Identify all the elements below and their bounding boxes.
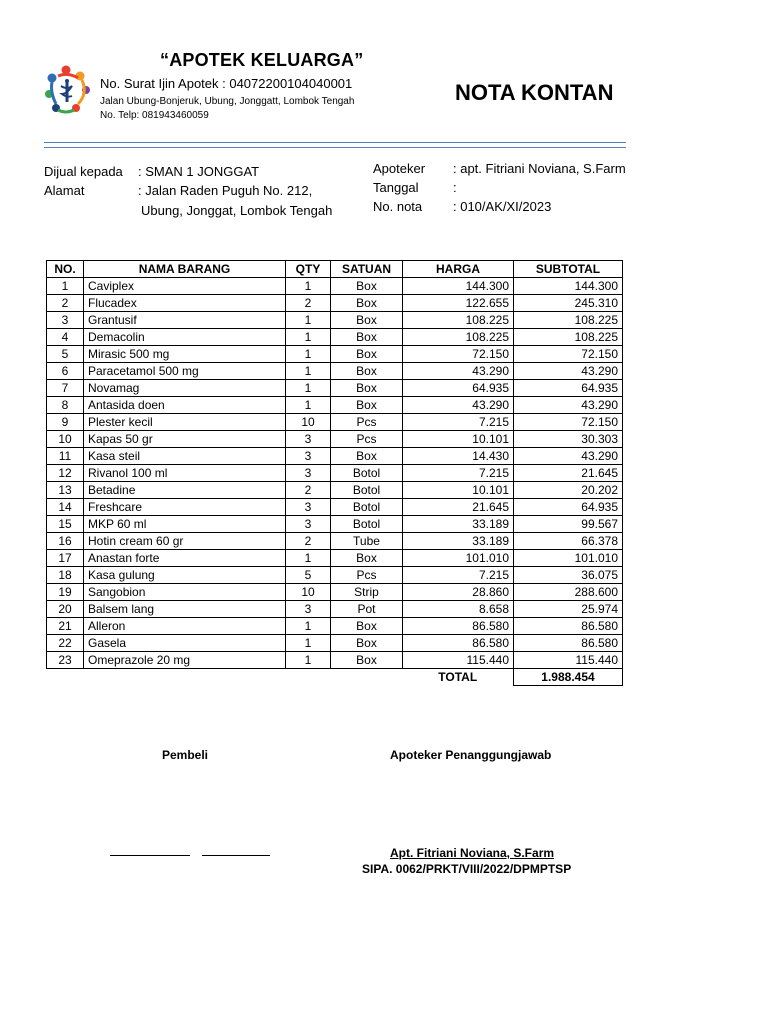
item-unit: Box (331, 550, 403, 567)
item-price: 33.189 (403, 533, 514, 550)
header-subtotal: SUBTOTAL (514, 261, 623, 278)
table-row (47, 431, 623, 448)
item-name: Betadine (84, 482, 286, 499)
item-price: 43.290 (403, 363, 514, 380)
item-name: Omeprazole 20 mg (84, 652, 286, 669)
item-unit: Pot (331, 601, 403, 618)
item-no: 10 (47, 431, 84, 448)
item-price: 28.860 (403, 584, 514, 601)
item-no: 22 (47, 635, 84, 652)
item-unit: Box (331, 363, 403, 380)
item-unit: Box (331, 295, 403, 312)
item-no: 1 (47, 278, 84, 295)
item-subtotal: 288.600 (514, 584, 623, 601)
item-unit: Box (331, 312, 403, 329)
document-title: NOTA KONTAN (455, 80, 614, 105)
item-subtotal: 72.150 (514, 414, 623, 431)
pharmacist-label: Apoteker (373, 161, 426, 176)
item-qty: 1 (286, 329, 331, 346)
item-price: 115.440 (403, 652, 514, 669)
item-price: 144.300 (403, 278, 514, 295)
item-subtotal: 43.290 (514, 397, 623, 414)
buyer-signature-label: Pembeli (162, 748, 209, 762)
item-qty: 1 (286, 312, 331, 329)
item-price: 14.430 (403, 448, 514, 465)
item-price: 7.215 (403, 465, 514, 482)
item-unit: Box (331, 635, 403, 652)
item-name: Flucadex (84, 295, 286, 312)
item-subtotal: 115.440 (514, 652, 623, 669)
pharmacist-sipa: SIPA. 0062/PRKT/VIII/2022/DPMPTSP (362, 862, 572, 876)
item-unit: Box (331, 346, 403, 363)
header-divider-top (44, 142, 626, 143)
date-label: Tanggal (373, 180, 419, 195)
item-name: Caviplex (84, 278, 286, 295)
item-no: 21 (47, 618, 84, 635)
table-row (47, 363, 623, 380)
item-qty: 1 (286, 363, 331, 380)
item-name: Paracetamol 500 mg (84, 363, 286, 380)
item-subtotal: 108.225 (514, 329, 623, 346)
item-name: Sangobion (84, 584, 286, 601)
item-unit: Box (331, 397, 403, 414)
item-unit: Pcs (331, 431, 403, 448)
item-subtotal: 43.290 (514, 448, 623, 465)
header-qty: QTY (286, 261, 331, 278)
table-row (47, 278, 623, 295)
item-unit: Box (331, 329, 403, 346)
table-row (47, 652, 623, 669)
total-label: TOTAL (438, 670, 478, 685)
total-row (47, 669, 623, 686)
item-unit: Box (331, 278, 403, 295)
item-qty: 1 (286, 652, 331, 669)
table-row (47, 380, 623, 397)
item-no: 4 (47, 329, 84, 346)
item-price: 86.580 (403, 635, 514, 652)
item-subtotal: 86.580 (514, 618, 623, 635)
item-no: 3 (47, 312, 84, 329)
table-row (47, 482, 623, 499)
item-name: Kasa gulung (84, 567, 286, 584)
item-qty: 3 (286, 601, 331, 618)
item-qty: 1 (286, 346, 331, 363)
item-name: Plester kecil (84, 414, 286, 431)
table-row (47, 533, 623, 550)
table-row (47, 295, 623, 312)
pharmacist-value: : apt. Fitriani Noviana, S.Farm (453, 161, 626, 176)
item-unit: Botol (331, 516, 403, 533)
store-address: Jalan Ubung-Bonjeruk, Ubung, Jonggatt, Lombok Tengah (100, 96, 355, 107)
item-qty: 3 (286, 448, 331, 465)
item-name: Kapas 50 gr (84, 431, 286, 448)
item-unit: Box (331, 448, 403, 465)
item-qty: 3 (286, 431, 331, 448)
item-no: 14 (47, 499, 84, 516)
item-no: 7 (47, 380, 84, 397)
item-name: Novamag (84, 380, 286, 397)
pharmacist-signature-title: Apoteker Penanggungjawab (390, 748, 552, 762)
item-subtotal: 30.303 (514, 431, 623, 448)
item-price: 7.215 (403, 567, 514, 584)
header-price: HARGA (403, 261, 514, 278)
header-divider-bottom (44, 147, 626, 148)
item-name: Rivanol 100 ml (84, 465, 286, 482)
item-name: Kasa steil (84, 448, 286, 465)
table-header-row (47, 261, 623, 278)
item-qty: 1 (286, 635, 331, 652)
item-name: Anastan forte (84, 550, 286, 567)
item-no: 18 (47, 567, 84, 584)
table-row (47, 567, 623, 584)
table-row (47, 618, 623, 635)
item-qty: 10 (286, 414, 331, 431)
sold-to-value: : SMAN 1 JONGGAT (138, 164, 260, 179)
table-row (47, 448, 623, 465)
item-name: Alleron (84, 618, 286, 635)
item-price: 10.101 (403, 431, 514, 448)
buyer-address-label: Alamat (44, 183, 85, 198)
item-subtotal: 108.225 (514, 312, 623, 329)
table-row (47, 346, 623, 363)
item-subtotal: 99.567 (514, 516, 623, 533)
item-name: Balsem lang (84, 601, 286, 618)
item-name: Mirasic 500 mg (84, 346, 286, 363)
item-price: 108.225 (403, 329, 514, 346)
item-qty: 10 (286, 584, 331, 601)
item-qty: 1 (286, 550, 331, 567)
item-subtotal: 144.300 (514, 278, 623, 295)
item-subtotal: 72.150 (514, 346, 623, 363)
table-row (47, 312, 623, 329)
item-no: 5 (47, 346, 84, 363)
item-no: 20 (47, 601, 84, 618)
item-no: 12 (47, 465, 84, 482)
item-no: 23 (47, 652, 84, 669)
item-subtotal: 64.935 (514, 499, 623, 516)
item-no: 17 (47, 550, 84, 567)
item-price: 8.658 (403, 601, 514, 618)
item-no: 8 (47, 397, 84, 414)
license-number: No. Surat Ijin Apotek : 04072200104040001 (100, 76, 353, 91)
item-name: Hotin cream 60 gr (84, 533, 286, 550)
item-qty: 3 (286, 465, 331, 482)
item-qty: 2 (286, 533, 331, 550)
store-phone: No. Telp: 081943460059 (100, 110, 209, 121)
item-price: 33.189 (403, 516, 514, 533)
item-price: 64.935 (403, 380, 514, 397)
item-unit: Pcs (331, 414, 403, 431)
item-price: 101.010 (403, 550, 514, 567)
item-qty: 3 (286, 499, 331, 516)
pharmacy-logo-icon (44, 64, 92, 116)
item-price: 86.580 (403, 618, 514, 635)
item-name: Gasela (84, 635, 286, 652)
item-price: 122.655 (403, 295, 514, 312)
item-name: Antasida doen (84, 397, 286, 414)
item-no: 15 (47, 516, 84, 533)
item-unit: Botol (331, 482, 403, 499)
item-price: 7.215 (403, 414, 514, 431)
item-name: Freshcare (84, 499, 286, 516)
item-subtotal: 64.935 (514, 380, 623, 397)
item-qty: 2 (286, 482, 331, 499)
item-no: 13 (47, 482, 84, 499)
item-price: 21.645 (403, 499, 514, 516)
item-name: Grantusif (84, 312, 286, 329)
item-no: 16 (47, 533, 84, 550)
table-row (47, 635, 623, 652)
header-name: NAMA BARANG (84, 261, 286, 278)
item-qty: 1 (286, 278, 331, 295)
table-row (47, 516, 623, 533)
item-price: 108.225 (403, 312, 514, 329)
buyer-address-line2: Ubung, Jonggat, Lombok Tengah (141, 203, 333, 218)
store-name: “APOTEK KELUARGA” (160, 50, 364, 70)
table-row (47, 584, 623, 601)
table-row (47, 465, 623, 482)
table-row (47, 550, 623, 567)
header-unit: SATUAN (331, 261, 403, 278)
buyer-signature-line (202, 855, 270, 856)
item-name: MKP 60 ml (84, 516, 286, 533)
table-row (47, 499, 623, 516)
item-subtotal: 43.290 (514, 363, 623, 380)
item-unit: Box (331, 380, 403, 397)
sold-to-label: Dijual kepada (44, 164, 123, 179)
item-subtotal: 36.075 (514, 567, 623, 584)
item-no: 6 (47, 363, 84, 380)
item-unit: Pcs (331, 567, 403, 584)
header-no: NO. (47, 261, 84, 278)
item-no: 9 (47, 414, 84, 431)
item-unit: Box (331, 618, 403, 635)
item-qty: 2 (286, 295, 331, 312)
item-unit: Tube (331, 533, 403, 550)
buyer-signature-line (110, 855, 190, 856)
invoice-number-label: No. nota (373, 199, 423, 214)
item-subtotal: 86.580 (514, 635, 623, 652)
table-row (47, 329, 623, 346)
item-unit: Strip (331, 584, 403, 601)
table-row (47, 601, 623, 618)
item-unit: Botol (331, 465, 403, 482)
invoice-number-value: : 010/AK/XI/2023 (453, 199, 552, 214)
item-price: 10.101 (403, 482, 514, 499)
item-qty: 5 (286, 567, 331, 584)
buyer-address-line1: : Jalan Raden Puguh No. 212, (138, 183, 313, 198)
item-subtotal: 101.010 (514, 550, 623, 567)
item-qty: 1 (286, 380, 331, 397)
item-price: 72.150 (403, 346, 514, 363)
item-price: 43.290 (403, 397, 514, 414)
items-table (46, 260, 623, 686)
item-qty: 1 (286, 618, 331, 635)
item-unit: Botol (331, 499, 403, 516)
item-qty: 3 (286, 516, 331, 533)
item-subtotal: 25.974 (514, 601, 623, 618)
item-no: 2 (47, 295, 84, 312)
item-unit: Box (331, 652, 403, 669)
item-subtotal: 20.202 (514, 482, 623, 499)
item-qty: 1 (286, 397, 331, 414)
pharmacist-name: Apt. Fitriani Noviana, S.Farm (390, 846, 555, 860)
item-no: 19 (47, 584, 84, 601)
item-no: 11 (47, 448, 84, 465)
date-value: : (453, 180, 457, 195)
total-value: 1.988.454 (514, 669, 623, 686)
item-subtotal: 66.378 (514, 533, 623, 550)
table-row (47, 397, 623, 414)
item-subtotal: 21.645 (514, 465, 623, 482)
item-name: Demacolin (84, 329, 286, 346)
item-subtotal: 245.310 (514, 295, 623, 312)
table-row (47, 414, 623, 431)
